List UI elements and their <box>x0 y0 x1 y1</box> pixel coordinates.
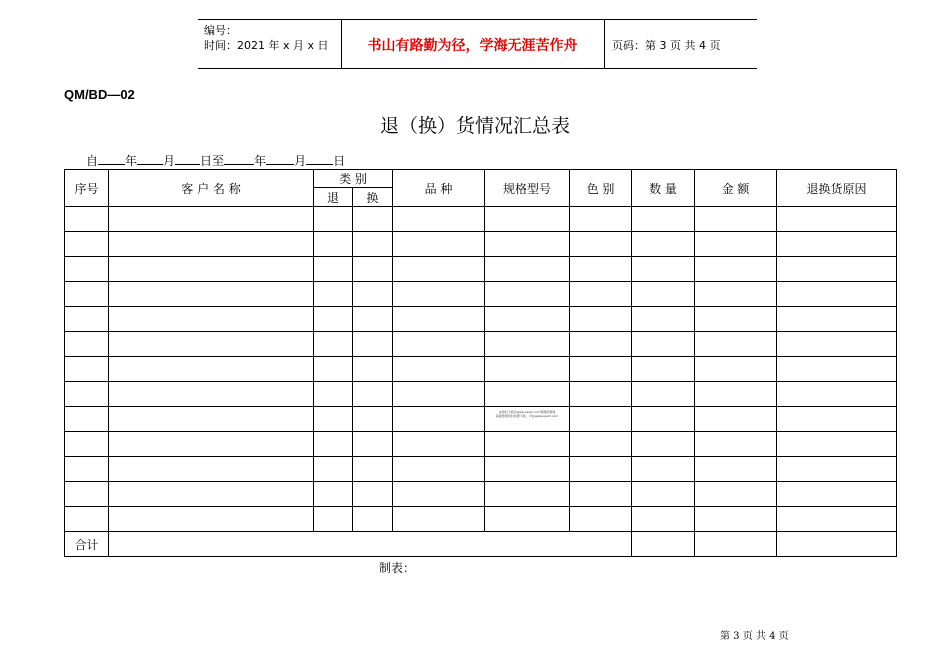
table-cell[interactable] <box>353 382 393 407</box>
table-cell[interactable] <box>632 257 695 282</box>
table-cell[interactable] <box>777 232 897 257</box>
table-cell[interactable] <box>65 457 109 482</box>
day-label-2: 日 <box>333 154 346 168</box>
table-cell[interactable] <box>109 507 314 532</box>
day-blank-1 <box>175 153 200 165</box>
table-cell[interactable] <box>485 257 570 282</box>
table-cell[interactable] <box>109 382 314 407</box>
header-mid-cell <box>341 20 605 68</box>
table-cell[interactable] <box>777 257 897 282</box>
table-cell[interactable] <box>393 507 485 532</box>
table-cell[interactable] <box>314 207 353 232</box>
table-cell[interactable] <box>485 382 570 407</box>
table-cell[interactable] <box>570 382 632 407</box>
table-cell[interactable] <box>353 407 393 432</box>
table-cell[interactable] <box>570 332 632 357</box>
table-cell[interactable] <box>65 257 109 282</box>
table-cell[interactable] <box>485 457 570 482</box>
month-label-2: 月 <box>294 154 307 168</box>
table-cell[interactable] <box>695 307 777 332</box>
table-cell[interactable] <box>393 207 485 232</box>
table-cell[interactable] <box>570 282 632 307</box>
table-cell[interactable] <box>109 332 314 357</box>
table-cell[interactable] <box>632 282 695 307</box>
header-amount: 金 额 <box>695 170 777 207</box>
table-cell[interactable] <box>314 282 353 307</box>
table-cell[interactable] <box>314 257 353 282</box>
table-cell[interactable] <box>314 507 353 532</box>
table-cell[interactable] <box>314 357 353 382</box>
page-header <box>198 19 757 69</box>
watermark-cell <box>485 407 570 432</box>
table-cell[interactable] <box>65 207 109 232</box>
table-cell[interactable] <box>777 407 897 432</box>
time-label: 时间：2021 年 x 月 x 日 <box>204 39 329 52</box>
table-cell[interactable] <box>485 207 570 232</box>
table-cell[interactable] <box>570 457 632 482</box>
table-cell[interactable] <box>632 307 695 332</box>
table-row <box>65 257 897 282</box>
table-cell[interactable] <box>570 307 632 332</box>
maker-label: 制表： <box>379 561 416 575</box>
table-cell[interactable] <box>695 207 777 232</box>
table-cell[interactable] <box>485 357 570 382</box>
month-blank-1 <box>137 153 163 165</box>
table-cell[interactable] <box>353 357 393 382</box>
table-cell[interactable] <box>109 307 314 332</box>
table-row <box>65 432 897 457</box>
table-cell[interactable] <box>632 407 695 432</box>
month-label-1: 月 <box>163 154 176 168</box>
table-row <box>65 332 897 357</box>
table-row <box>65 307 897 332</box>
table-cell[interactable] <box>777 207 897 232</box>
table-cell[interactable] <box>570 482 632 507</box>
date-from-label: 自 <box>86 154 99 168</box>
table-cell[interactable] <box>109 232 314 257</box>
year-blank-1 <box>98 153 125 165</box>
doc-code: QM/BD—02 <box>64 87 135 102</box>
header-left-cell <box>198 20 342 68</box>
table-cell[interactable] <box>314 307 353 332</box>
table-cell[interactable] <box>695 482 777 507</box>
table-cell[interactable] <box>314 232 353 257</box>
table-cell[interactable] <box>777 332 897 357</box>
table-cell[interactable] <box>632 207 695 232</box>
table-cell[interactable] <box>65 382 109 407</box>
table-cell[interactable] <box>393 332 485 357</box>
table-cell[interactable] <box>695 432 777 457</box>
table-cell[interactable] <box>570 257 632 282</box>
table-cell[interactable] <box>109 407 314 432</box>
table-cell[interactable] <box>777 282 897 307</box>
table-cell[interactable] <box>353 282 393 307</box>
table-cell[interactable] <box>393 257 485 282</box>
table-cell[interactable] <box>314 482 353 507</box>
table-cell[interactable] <box>353 207 393 232</box>
table-cell[interactable] <box>353 232 393 257</box>
header-exchange: 换 <box>353 188 393 207</box>
table-cell[interactable] <box>393 307 485 332</box>
table-cell[interactable] <box>109 282 314 307</box>
table-cell[interactable] <box>353 257 393 282</box>
table-cell[interactable] <box>353 332 393 357</box>
table-cell[interactable] <box>314 332 353 357</box>
table-cell[interactable] <box>393 432 485 457</box>
page-title: 退（换）货情况汇总表 <box>379 115 570 137</box>
table-row <box>65 357 897 382</box>
table-row <box>65 457 897 482</box>
table-cell[interactable] <box>570 207 632 232</box>
total-row <box>65 532 897 557</box>
table-cell[interactable] <box>393 357 485 382</box>
table-cell[interactable] <box>632 482 695 507</box>
total-blank-cell[interactable] <box>109 532 632 557</box>
header-right-cell <box>604 20 757 68</box>
table-cell[interactable] <box>485 482 570 507</box>
table-cell[interactable] <box>109 357 314 382</box>
header-category: 类 别 <box>314 170 393 188</box>
total-reason-cell[interactable] <box>777 532 897 557</box>
table-cell[interactable] <box>777 507 897 532</box>
header-customer: 客 户 名 称 <box>109 170 314 207</box>
table-cell[interactable] <box>485 232 570 257</box>
table-cell[interactable] <box>393 382 485 407</box>
table-cell[interactable] <box>65 332 109 357</box>
motto-text: 书山有路勤为径，学海无涯苦作舟 <box>367 38 578 54</box>
table-cell[interactable] <box>695 332 777 357</box>
table-cell[interactable] <box>393 232 485 257</box>
table-cell[interactable] <box>353 507 393 532</box>
summary-table <box>64 169 897 557</box>
table-cell[interactable] <box>695 257 777 282</box>
month-blank-2 <box>266 153 294 165</box>
watermark-line-2: 海量管理资料免费下载，尽在www.qiuzh.com <box>495 414 559 418</box>
watermark-line-1: 本资料下载自www.qiuzh.com管理资源网 <box>498 410 556 414</box>
table-cell[interactable] <box>570 232 632 257</box>
table-row <box>65 482 897 507</box>
table-row <box>65 407 897 432</box>
table-cell[interactable] <box>65 432 109 457</box>
table-cell[interactable] <box>695 232 777 257</box>
table-header-row <box>65 170 897 188</box>
table-cell[interactable] <box>485 282 570 307</box>
table-cell[interactable] <box>65 482 109 507</box>
table-cell[interactable] <box>393 282 485 307</box>
table-cell[interactable] <box>632 357 695 382</box>
table-row <box>65 507 897 532</box>
date-range <box>86 152 345 169</box>
table-cell[interactable] <box>485 507 570 532</box>
table-cell[interactable] <box>109 482 314 507</box>
table-cell[interactable] <box>632 332 695 357</box>
header-return: 退 <box>314 188 353 207</box>
table-cell[interactable] <box>314 407 353 432</box>
year-blank-2 <box>224 153 254 165</box>
day-to-label: 日至 <box>200 154 225 168</box>
table-cell[interactable] <box>393 407 485 432</box>
table-row <box>65 382 897 407</box>
table-cell[interactable] <box>65 282 109 307</box>
table-cell[interactable] <box>109 457 314 482</box>
table-row <box>65 232 897 257</box>
table-cell[interactable] <box>353 482 393 507</box>
header-index: 序号 <box>65 170 109 207</box>
day-blank-2 <box>306 153 333 165</box>
table-cell[interactable] <box>65 407 109 432</box>
table-cell[interactable] <box>570 507 632 532</box>
table-cell[interactable] <box>65 307 109 332</box>
total-label: 合计 <box>65 532 109 557</box>
year-label-2: 年 <box>254 154 267 168</box>
table-row <box>65 207 897 232</box>
table-cell[interactable] <box>109 207 314 232</box>
table-cell[interactable] <box>695 457 777 482</box>
header-spec: 规格型号 <box>485 170 570 207</box>
table-cell[interactable] <box>65 507 109 532</box>
table-cell[interactable] <box>777 482 897 507</box>
table-cell[interactable] <box>65 357 109 382</box>
table-cell[interactable] <box>314 432 353 457</box>
table-cell[interactable] <box>485 432 570 457</box>
table-row <box>65 282 897 307</box>
header-reason: 退换货原因 <box>777 170 897 207</box>
table-cell[interactable] <box>632 457 695 482</box>
table-cell[interactable] <box>777 457 897 482</box>
table-cell[interactable] <box>485 307 570 332</box>
year-label-1: 年 <box>125 154 138 168</box>
table-cell[interactable] <box>777 307 897 332</box>
page-info: 页码：第 3 页 共 4 页 <box>612 39 721 52</box>
table-cell[interactable] <box>353 307 393 332</box>
table-cell[interactable] <box>570 357 632 382</box>
table-cell[interactable] <box>485 332 570 357</box>
total-qty-cell[interactable] <box>632 532 695 557</box>
table-cell[interactable] <box>695 407 777 432</box>
table-cell[interactable] <box>632 232 695 257</box>
header-color: 色 别 <box>570 170 632 207</box>
total-amount-cell[interactable] <box>695 532 777 557</box>
table-cell[interactable] <box>570 407 632 432</box>
table-cell[interactable] <box>353 432 393 457</box>
table-cell[interactable] <box>353 457 393 482</box>
table-cell[interactable] <box>695 382 777 407</box>
table-cell[interactable] <box>695 357 777 382</box>
header-product: 品 种 <box>393 170 485 207</box>
table-cell[interactable] <box>632 382 695 407</box>
number-label: 编号： <box>204 24 237 37</box>
table-cell[interactable] <box>632 507 695 532</box>
table-cell[interactable] <box>314 457 353 482</box>
table-cell[interactable] <box>777 382 897 407</box>
table-cell[interactable] <box>632 432 695 457</box>
table-cell[interactable] <box>695 282 777 307</box>
table-cell[interactable] <box>393 482 485 507</box>
table-cell[interactable] <box>65 232 109 257</box>
table-cell[interactable] <box>777 357 897 382</box>
table-cell[interactable] <box>109 432 314 457</box>
table-cell[interactable] <box>695 507 777 532</box>
table-cell[interactable] <box>570 432 632 457</box>
table-cell[interactable] <box>777 432 897 457</box>
table-cell[interactable] <box>393 457 485 482</box>
header-qty: 数 量 <box>632 170 695 207</box>
footer-page-number: 第 3 页 共 4 页 <box>720 631 789 642</box>
table-cell[interactable] <box>314 382 353 407</box>
table-cell[interactable] <box>109 257 314 282</box>
